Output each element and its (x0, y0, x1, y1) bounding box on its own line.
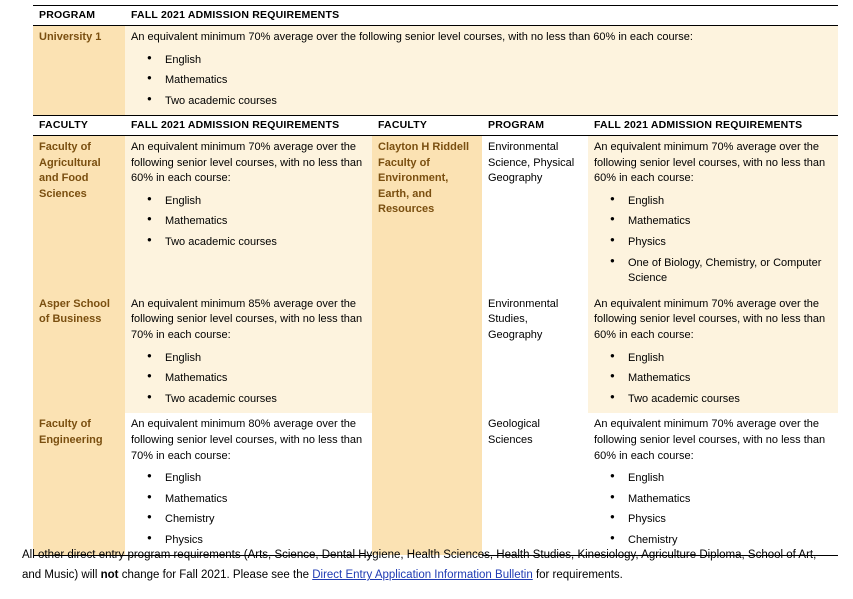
column-header-faculty-right: FACULTY (372, 116, 482, 136)
program-requirements (588, 413, 838, 555)
footnote (22, 545, 837, 585)
list-item: ● Physics (628, 512, 832, 528)
program-requirements (588, 135, 838, 292)
table-row (33, 25, 838, 115)
table-header-row (33, 116, 838, 136)
faculty-name: Faculty of Agricultural and Food Sciences (33, 135, 125, 292)
program-name: University 1 (33, 25, 125, 115)
program-name: Environmental Studies, Geography (482, 293, 588, 414)
footnote-emphasis: not (100, 569, 119, 582)
course-list (131, 471, 366, 548)
requirement-intro: An equivalent minimum 70% average over the following senior level courses, with no less than 60% in each course: (594, 297, 826, 341)
column-header-requirements-left: FALL 2021 ADMISSION REQUIREMENTS (125, 116, 372, 136)
column-header-faculty-left: FACULTY (33, 116, 125, 136)
faculty-name-riddell: Clayton H Riddell Faculty of Environment, Earth, and Resources (372, 135, 482, 555)
course-list (131, 351, 366, 408)
footnote-part2: change for Fall 2021. Please see the (118, 569, 313, 582)
list-item: ● One of Biology, Chemistry, or Computer Science (628, 256, 832, 287)
course-list (594, 194, 832, 287)
faculty-name: Asper School of Business (33, 293, 125, 414)
list-item: ● Physics (165, 533, 366, 549)
course-list (594, 471, 832, 548)
course-list (131, 53, 832, 110)
course-list (594, 351, 832, 408)
requirement-intro: An equivalent minimum 70% average over the following senior level courses, with no less than 60% in each course: (594, 140, 826, 185)
faculty-requirements-table (33, 115, 838, 556)
list-item: ● Two academic courses (628, 392, 832, 408)
direct-entry-bulletin-link[interactable]: Direct Entry Application Information Bulletin (312, 569, 533, 582)
list-item: ● English (628, 194, 832, 210)
faculty-requirements (125, 135, 372, 292)
table-row (33, 135, 838, 292)
list-item: ● Two academic courses (165, 392, 366, 408)
faculty-requirements (125, 293, 372, 414)
list-item: ● Mathematics (628, 214, 832, 230)
program-requirements (588, 293, 838, 414)
list-item: ● Two academic courses (165, 235, 366, 251)
faculty-requirements (125, 413, 372, 555)
list-item: ● English (628, 471, 832, 487)
list-item: ● Chemistry (165, 512, 366, 528)
table-header-row (33, 6, 838, 26)
list-item: ● English (165, 471, 366, 487)
requirement-intro: An equivalent minimum 70% average over the following senior level courses, with no less than 60% in each course: (131, 140, 363, 185)
column-header-requirements-right: FALL 2021 ADMISSION REQUIREMENTS (588, 116, 838, 136)
list-item: ● Mathematics (628, 371, 832, 387)
list-item: ● Chemistry (628, 533, 832, 549)
column-header-program-right: PROGRAM (482, 116, 588, 136)
list-item: ● Mathematics (165, 73, 832, 89)
column-header-requirements: FALL 2021 ADMISSION REQUIREMENTS (125, 6, 838, 26)
course-list (131, 194, 366, 251)
column-header-program: PROGRAM (33, 6, 125, 26)
program-name: Geological Sciences (482, 413, 588, 555)
list-item: ● English (628, 351, 832, 367)
list-item: ● Mathematics (165, 371, 366, 387)
list-item: ● English (165, 351, 366, 367)
program-requirements (125, 25, 838, 115)
requirement-intro: An equivalent minimum 70% average over the following senior level courses, with no less than 60% in each course: (131, 30, 693, 43)
list-item: ● Two academic courses (165, 94, 832, 110)
program-name: Environmental Science, Physical Geography (482, 135, 588, 292)
faculty-name: Faculty of Engineering (33, 413, 125, 555)
requirement-intro: An equivalent minimum 85% average over the following senior level courses, with no less than 70% in each course: (131, 297, 363, 341)
footnote-part1: All other direct entry program requirements (Arts, Science, Dental Hygiene, Health Sciences, Health Studies, Kinesiology, Agriculture Diploma, School of Art, and Music) will (22, 549, 817, 582)
requirement-intro: An equivalent minimum 80% average over the following senior level courses, with no less than 70% in each course: (131, 418, 363, 462)
footnote-part3: for requirements. (532, 569, 623, 582)
list-item: ● Mathematics (165, 214, 366, 230)
list-item: ● English (165, 194, 366, 210)
requirement-intro: An equivalent minimum 70% average over the following senior level courses, with no less than 60% in each course: (594, 418, 826, 462)
list-item: ● English (165, 53, 832, 69)
list-item: ● Mathematics (165, 492, 366, 508)
list-item: ● Mathematics (628, 492, 832, 508)
university-1-table (33, 5, 838, 116)
list-item: ● Physics (628, 235, 832, 251)
